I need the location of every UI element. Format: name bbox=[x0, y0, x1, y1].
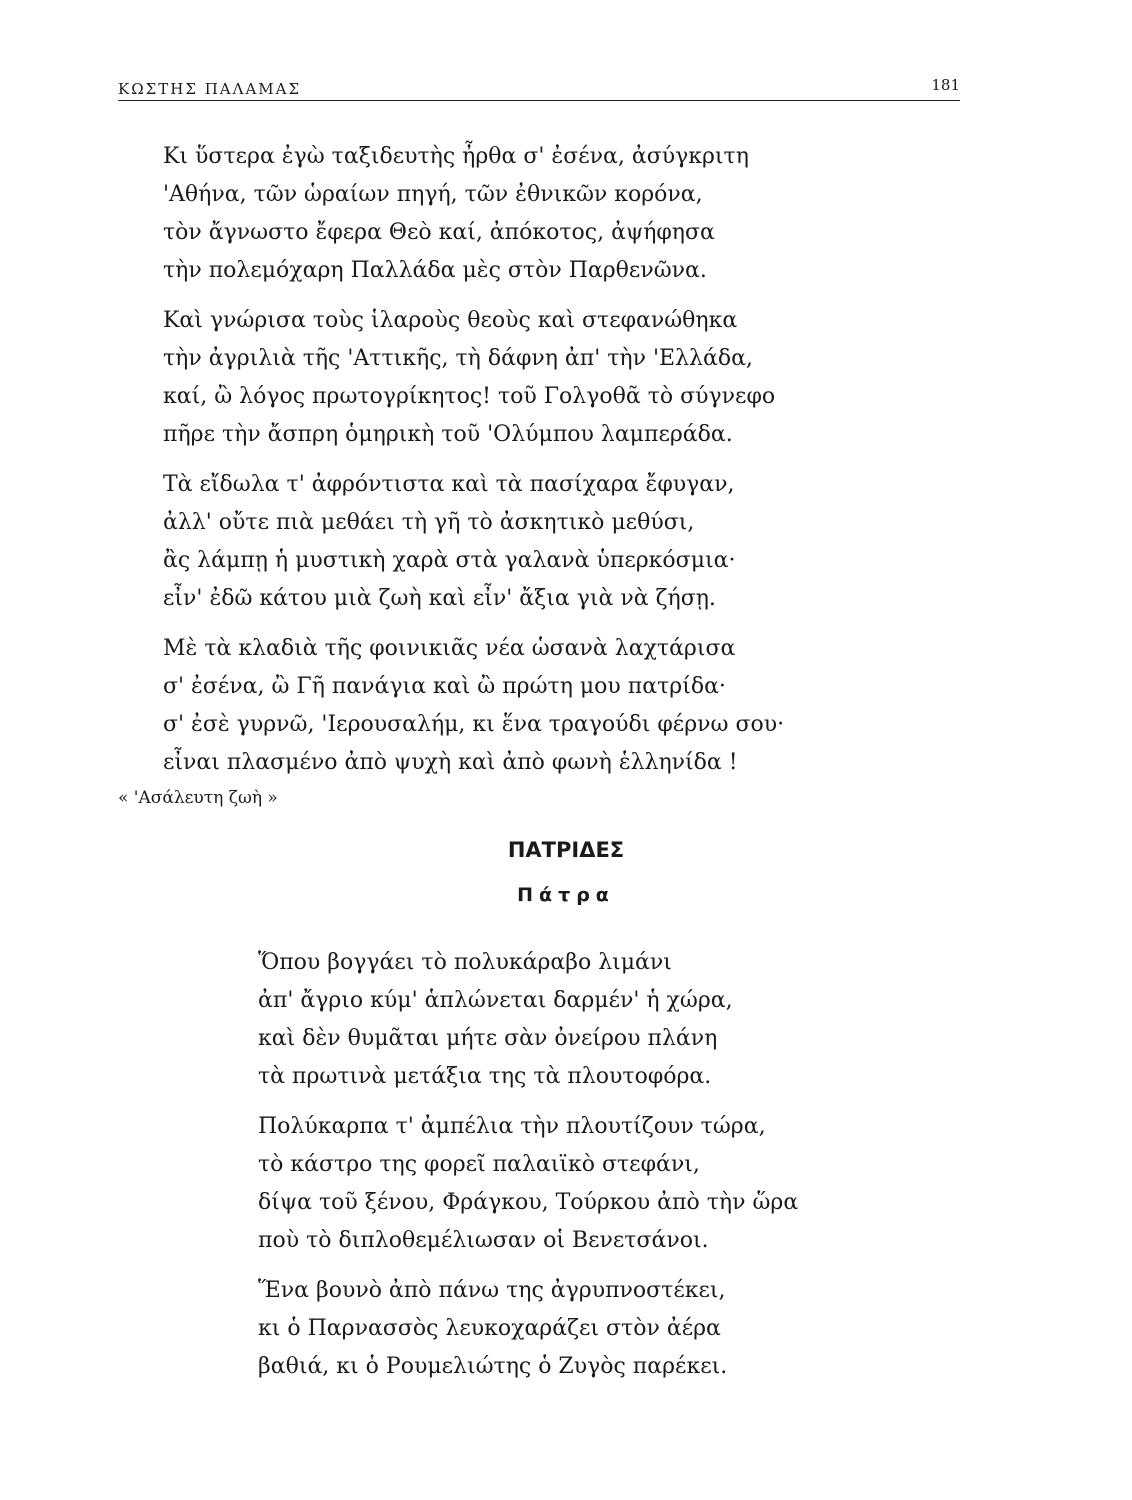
verse-line: δίψα τοῦ ξένου, Φράγκου, Τούρκου ἀπὸ τὴν ὥρα bbox=[258, 1190, 799, 1215]
stanza bbox=[163, 302, 775, 454]
verse-line: ἂς λάμπῃ ἡ μυστικὴ χαρὰ στὰ γαλανὰ ὑπερκόσμια· bbox=[163, 548, 736, 573]
poem-source-note: « 'Ασάλευτη ζωὴ » bbox=[118, 788, 278, 808]
stanza bbox=[163, 466, 735, 618]
poem-title: Πάτρα bbox=[517, 884, 615, 906]
stanza bbox=[258, 1108, 798, 1260]
verse-line: πῆρε τὴν ἄσπρη ὁμηρικὴ τοῦ 'Ολύμπου λαμπεράδα. bbox=[163, 422, 733, 447]
verse-line: σ' ἐσὲ γυρνῶ, 'Ιερουσαλήμ, κι ἕνα τραγούδι φέρνω σου· bbox=[163, 712, 785, 737]
verse-line: ἀλλ' οὔτε πιὰ μεθάει τὴ γῆ τὸ ἀσκητικὸ μεθύσι, bbox=[163, 510, 695, 535]
stanza bbox=[163, 138, 749, 290]
verse-line: Καὶ γνώρισα τοὺς ἱλαροὺς θεοὺς καὶ στεφανώθηκα bbox=[163, 308, 738, 333]
stanza bbox=[258, 944, 733, 1096]
verse-line: τὸν ἄγνωστο ἔφερα Θεὸ καί, ἀπόκοτος, ἀψήφησα bbox=[163, 220, 715, 245]
verse-line: κι ὁ Παρνασσὸς λευκοχαράζει στὸν ἀέρα bbox=[258, 1316, 721, 1341]
verse-line: τὸ κάστρο της φορεῖ παλαιϊκὸ στεφάνι, bbox=[258, 1152, 700, 1177]
verse-line: βαθιά, κι ὁ Ρουμελιώτης ὁ Ζυγὸς παρέκει. bbox=[258, 1354, 728, 1379]
stanza bbox=[258, 1272, 727, 1386]
page-number: 181 bbox=[931, 76, 960, 94]
verse-line: Μὲ τὰ κλαδιὰ τῆς φοινικιᾶς νέα ὡσανὰ λαχτάρισα bbox=[163, 636, 736, 661]
verse-line: Τὰ εἴδωλα τ' ἀφρόντιστα καὶ τὰ πασίχαρα ἔφυγαν, bbox=[163, 472, 735, 497]
verse-line: τὴν ἀγριλιὰ τῆς 'Αττικῆς, τὴ δάφνη ἀπ' τὴν 'Ελλάδα, bbox=[163, 346, 753, 371]
verse-line: Ἕνα βουνὸ ἀπὸ πάνω της ἀγρυπνοστέκει, bbox=[258, 1278, 726, 1303]
verse-line: καί, ὢ λόγος πρωτογρίκητος! τοῦ Γολγοθᾶ τὸ σύγνεφο bbox=[163, 384, 776, 409]
verse-line: εἶναι πλασμένο ἀπὸ ψυχὴ καὶ ἀπὸ φωνὴ ἑλληνίδα ! bbox=[163, 750, 738, 775]
verse-line: Ὅπου βογγάει τὸ πολυκάραβο λιμάνι bbox=[258, 950, 672, 975]
verse-line: εἶν' ἐδῶ κάτου μιὰ ζωὴ καὶ εἶν' ἄξια γιὰ νὰ ζήσῃ. bbox=[163, 586, 716, 611]
verse-line: σ' ἐσένα, ὢ Γῆ πανάγια καὶ ὢ πρώτη μου πατρίδα· bbox=[163, 674, 726, 699]
section-title: ΠΑΤΡΙΔΕΣ bbox=[507, 838, 625, 862]
verse-line: Κι ὕστερα ἐγὼ ταξιδευτὴς ἦρθα σ' ἐσένα, ἀσύγκριτη bbox=[163, 144, 749, 169]
verse-line: τὴν πολεμόχαρη Παλλάδα μὲς στὸν Παρθενῶνα. bbox=[163, 258, 707, 283]
verse-line: ποὺ τὸ διπλοθεμέλιωσαν οἱ Βενετσάνοι. bbox=[258, 1228, 709, 1253]
stanza bbox=[163, 630, 784, 782]
verse-line: καὶ δὲν θυμᾶται μήτε σὰν ὀνείρου πλάνη bbox=[258, 1026, 718, 1051]
verse-line: τὰ πρωτινὰ μετάξια της τὰ πλουτοφόρα. bbox=[258, 1064, 712, 1089]
verse-line: Πολύκαρπα τ' ἀμπέλια τὴν πλουτίζουν τώρα, bbox=[258, 1114, 766, 1139]
verse-line: 'Αθήνα, τῶν ὡραίων πηγή, τῶν ἐθνικῶν κορόνα, bbox=[163, 182, 703, 207]
running-head-author: ΚΩΣΤΗΣ ΠΑΛΑΜΑΣ bbox=[118, 80, 302, 98]
running-head bbox=[118, 76, 960, 101]
verse-line: ἀπ' ἄγριο κύμ' ἁπλώνεται δαρμέν' ἡ χώρα, bbox=[258, 988, 733, 1013]
